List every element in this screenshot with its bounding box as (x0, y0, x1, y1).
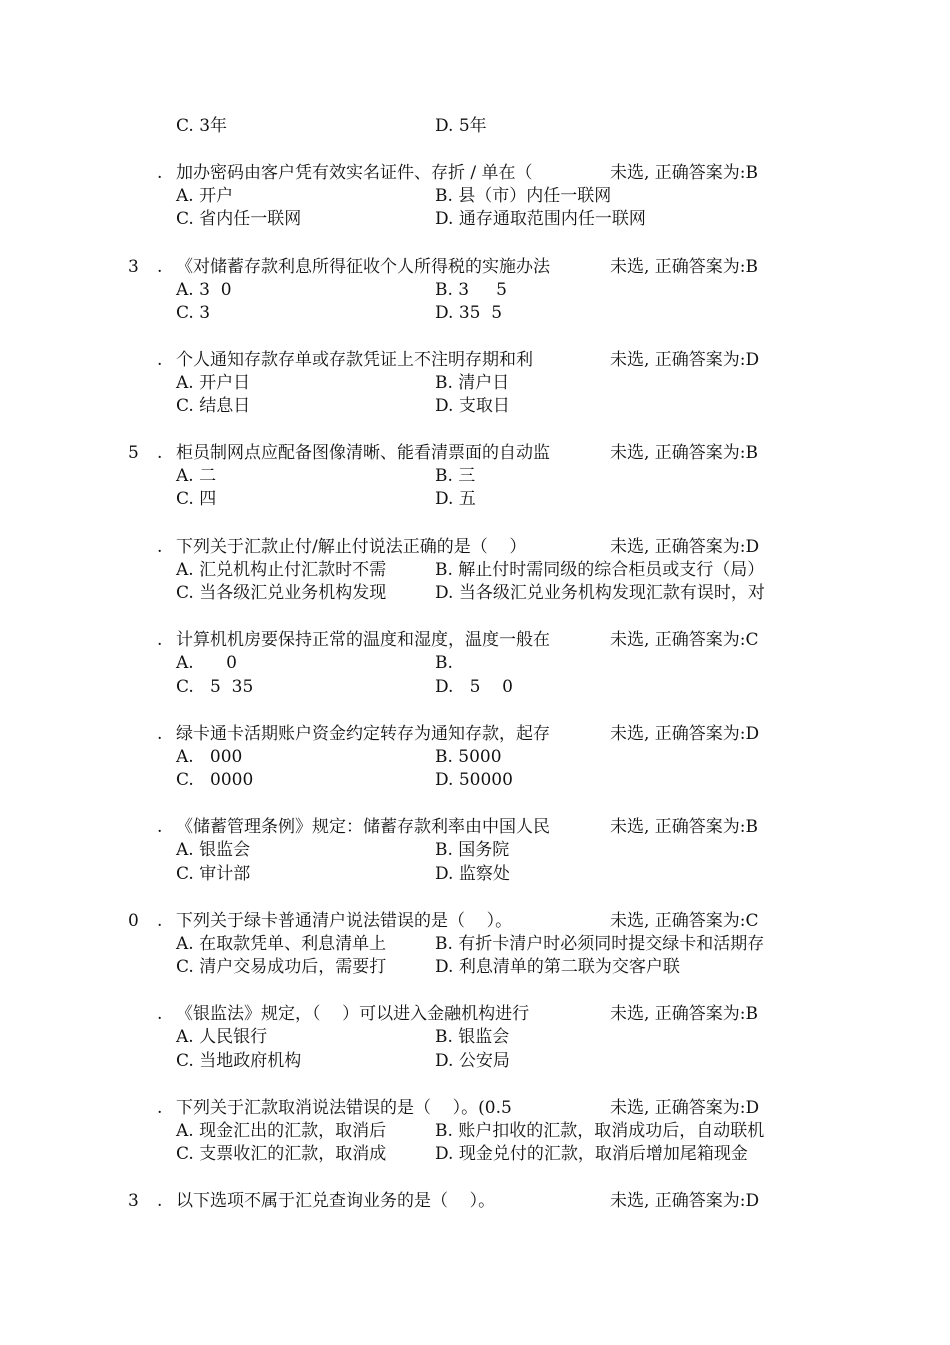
question-text: 下列关于汇款止付/解止付说法正确的是（ ） (176, 537, 527, 557)
answer-status: 未选, 正确答案为:B (610, 443, 759, 463)
options-row (0, 1025, 950, 1049)
option-right: B. 账户扣收的汇款，取消成功后，自动联机 (435, 1121, 765, 1141)
question-text: 柜员制网点应配备图像清晰、能看清票面的自动监 (176, 443, 550, 463)
question-row (0, 441, 950, 465)
question-text: 个人通知存款存单或存款凭证上不注明存期和利 (176, 350, 533, 370)
question-row (0, 255, 950, 279)
question-dot: . (157, 1191, 163, 1211)
question-dot: . (157, 630, 163, 650)
question-number: 0 (128, 911, 139, 931)
question-text: 加办密码由客户凭有效实名证件、存折 / 单在（ (176, 163, 533, 183)
question-dot: . (157, 537, 163, 557)
option-left: A. 开户 (176, 186, 234, 206)
answer-status: 未选, 正确答案为:C (610, 911, 759, 931)
option-right: D. 通存通取范围内任一联网 (435, 209, 646, 229)
option-left: C. 5 35 (176, 677, 254, 697)
question-text: 《储蓄管理条例》规定：储蓄存款利率由中国人民 (176, 817, 550, 837)
option-right: B. 解止付时需同级的综合柜员或支行（局） (435, 560, 765, 580)
option-left: C. 清户交易成功后，需要打 (176, 957, 387, 977)
question-row (0, 535, 950, 559)
option-left: A. 0 (176, 653, 237, 673)
question-dot: . (157, 163, 163, 183)
question-number: 3 (128, 257, 139, 277)
answer-status: 未选, 正确答案为:B (610, 817, 759, 837)
question-text: 计算机机房要保持正常的温度和湿度，温度一般在 (176, 630, 550, 650)
options-row (0, 955, 950, 979)
option-right: B. (435, 653, 453, 673)
answer-status: 未选, 正确答案为:D (610, 724, 760, 744)
option-left: C. 当地政府机构 (176, 1051, 302, 1071)
option-left: A. 现金汇出的汇款，取消后 (176, 1121, 387, 1141)
question-row (0, 161, 950, 185)
answer-status: 未选, 正确答案为:B (610, 163, 759, 183)
options-row (0, 675, 950, 699)
option-left: A. 开户日 (176, 373, 251, 393)
question-dot: . (157, 350, 163, 370)
options-row (0, 464, 950, 488)
question-row (0, 722, 950, 746)
question-dot: . (157, 1098, 163, 1118)
options-row (0, 558, 950, 582)
option-left: C. 省内任一联网 (176, 209, 302, 229)
options-row (0, 838, 950, 862)
option-left: A. 在取款凭单、利息清单上 (176, 934, 387, 954)
options-row (0, 207, 950, 231)
options-row (0, 487, 950, 511)
options-row (0, 581, 950, 605)
question-text: 《对储蓄存款利息所得征收个人所得税的实施办法 (176, 257, 550, 277)
option-right: D. 公安局 (435, 1051, 510, 1071)
option-right: D. 支取日 (435, 396, 510, 416)
option-right: D. 利息清单的第二联为交客户联 (435, 957, 680, 977)
option-right: B. 清户日 (435, 373, 510, 393)
option-right: B. 银监会 (435, 1027, 510, 1047)
question-number: 5 (128, 443, 139, 463)
options-row (0, 932, 950, 956)
option-left: C. 0000 (176, 770, 254, 790)
option-right: D. 5 0 (435, 677, 513, 697)
options-row (0, 1142, 950, 1166)
option-left: C. 审计部 (176, 864, 251, 884)
question-text: 绿卡通卡活期账户资金约定转存为通知存款，起存 (176, 724, 550, 744)
answer-status: 未选, 正确答案为:D (610, 1098, 760, 1118)
option-left: C. 3 (176, 303, 211, 323)
option-right: B. 国务院 (435, 840, 510, 860)
question-row (0, 1002, 950, 1026)
option-right: B. 三 (435, 466, 476, 486)
option-right: B. 3 5 (435, 280, 507, 300)
option-right: D. 当各级汇兑业务机构发现汇款有误时，对 (435, 583, 765, 603)
question-text: 下列关于汇款取消说法错误的是（ ）。(0.5 (176, 1098, 512, 1118)
question-dot: . (157, 1004, 163, 1024)
options-row (0, 745, 950, 769)
options-row (0, 278, 950, 302)
option-left: A. 人民银行 (176, 1027, 268, 1047)
answer-status: 未选, 正确答案为:D (610, 537, 760, 557)
question-row (0, 1096, 950, 1120)
option-left: C. 四 (176, 489, 217, 509)
question-dot: . (157, 443, 163, 463)
question-row (0, 815, 950, 839)
option-right: D. 5年 (435, 116, 487, 136)
options-row (0, 1049, 950, 1073)
question-dot: . (157, 817, 163, 837)
option-left: C. 3年 (176, 116, 228, 136)
option-left: C. 结息日 (176, 396, 251, 416)
options-row (0, 114, 950, 138)
question-text: 《银监法》规定，（ ）可以进入金融机构进行 (176, 1004, 530, 1024)
option-right: B. 5000 (435, 747, 502, 767)
option-right: B. 县（市）内任一联网 (435, 186, 612, 206)
question-row (0, 628, 950, 652)
options-row (0, 301, 950, 325)
question-text: 下列关于绿卡普通清户说法错误的是（ ）。 (176, 911, 513, 931)
options-row (0, 184, 950, 208)
question-dot: . (157, 724, 163, 744)
option-left: C. 当各级汇兑业务机构发现 (176, 583, 387, 603)
answer-status: 未选, 正确答案为:D (610, 350, 760, 370)
option-right: D. 现金兑付的汇款，取消后增加尾箱现金 (435, 1144, 748, 1164)
options-row (0, 371, 950, 395)
question-dot: . (157, 257, 163, 277)
option-left: A. 3 0 (176, 280, 232, 300)
question-dot: . (157, 911, 163, 931)
question-number: 3 (128, 1191, 139, 1211)
option-right: D. 50000 (435, 770, 513, 790)
option-right: D. 35 5 (435, 303, 503, 323)
question-row (0, 1189, 950, 1213)
options-row (0, 394, 950, 418)
option-left: A. 二 (176, 466, 217, 486)
option-left: A. 000 (176, 747, 243, 767)
answer-status: 未选, 正确答案为:B (610, 257, 759, 277)
question-row (0, 348, 950, 372)
option-right: B. 有折卡清户时必须同时提交绿卡和活期存 (435, 934, 765, 954)
option-left: A. 银监会 (176, 840, 251, 860)
option-right: D. 五 (435, 489, 476, 509)
answer-status: 未选, 正确答案为:B (610, 1004, 759, 1024)
options-row (0, 768, 950, 792)
question-row (0, 909, 950, 933)
answer-status: 未选, 正确答案为:C (610, 630, 759, 650)
option-right: D. 监察处 (435, 864, 510, 884)
options-row (0, 651, 950, 675)
question-text: 以下选项不属于汇兑查询业务的是（ ）。 (176, 1191, 496, 1211)
option-left: C. 支票收汇的汇款，取消成 (176, 1144, 387, 1164)
options-row (0, 862, 950, 886)
options-row (0, 1119, 950, 1143)
option-left: A. 汇兑机构止付汇款时不需 (176, 560, 387, 580)
answer-status: 未选, 正确答案为:D (610, 1191, 760, 1211)
